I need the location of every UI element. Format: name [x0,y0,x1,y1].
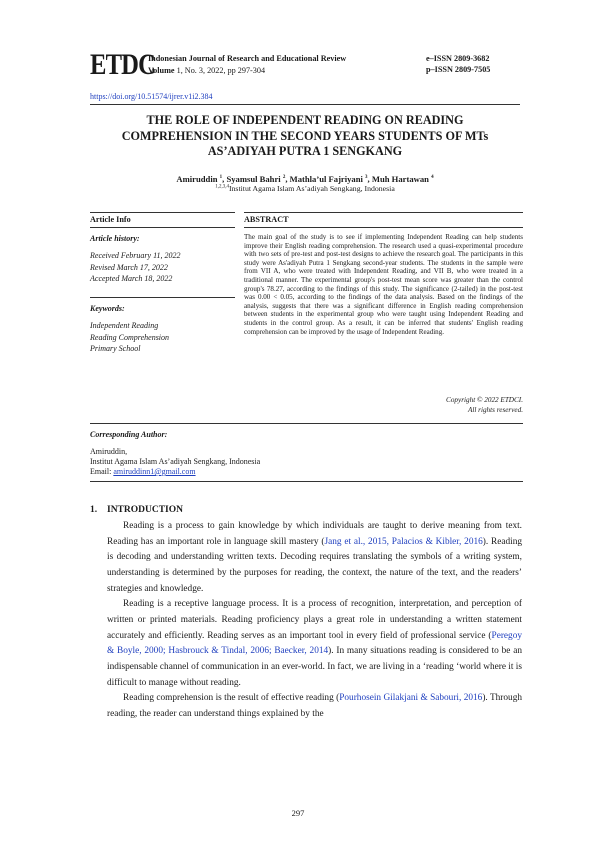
doi-link[interactable]: https://doi.org/10.51574/ijrer.v1i2.384 [90,92,213,101]
author-name: , Mathla’ul Fajriyani [285,174,366,184]
title-line: COMPREHENSION IN THE SECOND YEARS STUDENTS OF MTs [121,128,489,143]
paper-title [80,113,530,160]
volume-label: Volume [148,66,175,75]
journal-logo: ETDC [90,48,156,81]
keyword: Reading Comprehension [90,332,170,342]
corresponding-author [90,447,260,477]
author-name: , Syamsul Bahri [222,174,283,184]
author-index: 3 [365,175,368,181]
affiliation-text: Institut Agama Islam As’adiyah Sengkang, Indonesia [228,184,395,193]
section-title: INTRODUCTION [107,505,184,515]
issn-block [426,53,490,75]
title-line: AS’ADIYAH PUTRA 1 SENGKANG [207,144,403,158]
author-list [90,174,520,184]
body-paragraph [107,519,522,597]
corresponding-institution: Institut Agama Islam As’adiyah Sengkang, Indonesia [90,457,261,466]
body-text: ). Reading is decoding and understanding written texts. Decoding requires translating the symbols of a writing system, understanding is determined by the purposes for reading, the context, the nature of the text, and the readers’ strategies and knowledge. [107,536,523,594]
body-text: Reading is a receptive language process. It is a process of recognition, interpretation, and perception of written or printed materials. Reading proficiency plays a great role in understanding a written statement accurately and efficiently. Reading serves as an important tool in every field of professional service ( [107,599,522,641]
volume-details: 1, No. 3, 2022, pp 297-304 [174,66,266,75]
affiliation [90,184,520,193]
article-history [90,250,180,285]
keyword: Independent Reading [90,321,159,330]
page-number: 297 [291,808,305,818]
keywords-list [90,320,169,355]
keyword: Primary School [90,344,141,353]
eissn: e–ISSN 2809-3682 [426,54,490,63]
article-info-heading: Article Info [90,215,131,224]
abstract-top-rule [244,212,523,213]
abstract-text: The main goal of the study is to see if implementing Independent Reading can help students improve their English reading comprehension. The research used a quasi-experimental procedure with two sets of pre-test and post-test designs to achieve the research goal. The participants in this study were As'adiyah Putra 1 Sengkang second-year students. The students in the sample were from VII A, who were treated with Independent Reading, and VII B, who were treated in a traditional manner. The experimental group's post-test mean score was greater than the control group's 78.27, according to the findings of this study. The significance (2-tailed) in the post-test was 0.00 < 0.05, according to the findings of the data analysis. Based on the findings of the analysis, suggests that there was a significant difference in English reading comprehension between students in the experimental group who were taught using Independent Reading and students in the control group. As a result, it can be inferred that students' English reading comprehension can be improved by the usage of Independent Reading. [244,233,523,336]
copyright [244,396,523,415]
body-text: Reading is a process to gain knowledge by which individuals are taught to derive meaning from text. Reading has an important role in language skill mastery ( [107,521,522,547]
corresponding-rule [90,423,523,424]
info-head-rule [90,227,235,228]
corresponding-label: Corresponding Author: [90,430,168,439]
affiliation-index: 1,2,3,4 [215,184,229,190]
body-text: ). In many situations reading is considered to be an indispensable channel of communication in an ever-world. In fact, we are living in a ‘reading ‘world where it is difficult to manage without reading. [107,646,522,688]
email-label: Email: [90,467,114,476]
email-link[interactable]: amiruddinn1@gmail.com [113,467,196,476]
volume-info [148,65,265,76]
author-name: Amiruddin [176,174,220,184]
author-index: 2 [282,175,286,181]
header-divider [90,104,520,105]
citation-link[interactable]: Jang et al., 2015, Palacios & Kibler, 2016 [324,536,483,547]
body-paragraph [107,691,522,722]
corresponding-name: Amiruddin, [90,447,128,456]
pissn: p–ISSN 2809-7505 [426,65,491,74]
keywords-label: Keywords: [90,304,125,313]
citation-link[interactable]: Peregoy & Boyle, 2000; Hasbrouck & Tindal, 2006; Baecker, 2014 [107,630,522,657]
citation-link[interactable]: Pourhosein Gilakjani & Sabouri, 2016 [339,693,483,704]
body-text: ). Through reading, the reader can understand things explained by the [107,693,522,719]
journal-name: Indonesian Journal of Research and Educational Review [148,54,347,63]
author-name: , Muh Hartawan [367,174,432,184]
info-top-rule [90,212,235,213]
journal-header [90,50,520,84]
author-index: 1 [219,175,223,181]
accepted-date: Accepted March 18, 2022 [90,274,173,283]
keywords-rule [90,297,235,298]
section-heading [90,505,183,515]
box-bottom-rule [90,481,523,482]
abstract-heading: ABSTRACT [244,215,289,224]
author-index: 4 [431,175,434,181]
history-label: Article history: [90,234,140,243]
section-number: 1. [90,505,98,515]
rights-line: All rights reserved. [467,405,523,414]
corresponding-email [90,467,260,477]
copyright-line: Copyright © 2022 ETDCI. [446,396,523,404]
received-date: Received February 11, 2022 [90,251,181,260]
section-body [107,519,522,723]
abstract-head-rule [244,227,523,228]
revised-date: Revised March 17, 2022 [90,262,168,272]
title-line: THE ROLE OF INDEPENDENT READING ON READING [146,113,464,127]
body-paragraph [107,597,522,691]
body-text: Reading comprehension is the result of effective reading ( [123,693,340,704]
